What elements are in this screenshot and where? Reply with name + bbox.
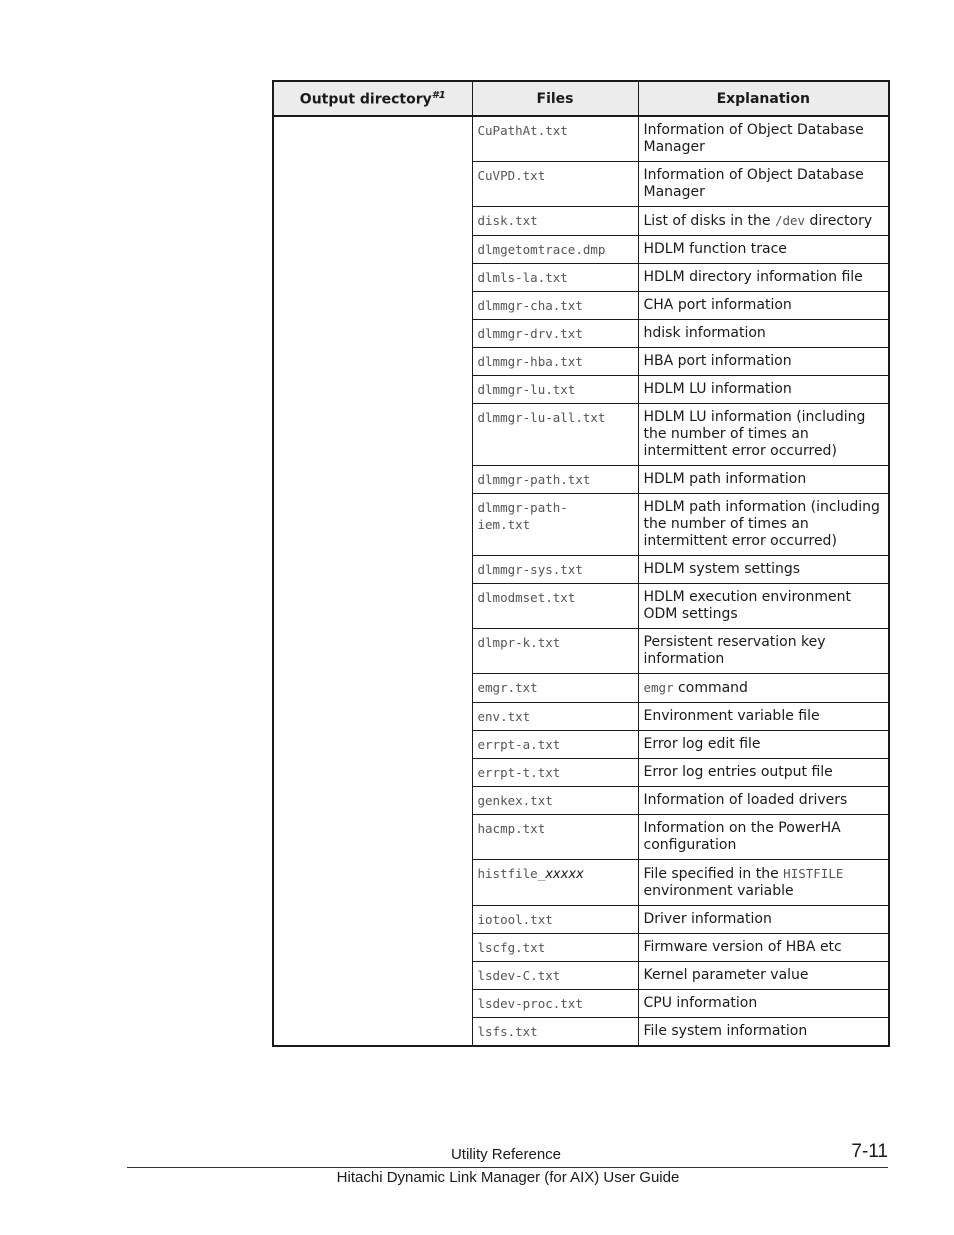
explanation-text: Information of Object Database Manager	[643, 167, 864, 200]
explanation-text: directory	[805, 213, 873, 229]
explanation-cell	[638, 815, 889, 860]
explanation-cell	[638, 348, 889, 376]
file-name: disk.txt	[477, 213, 538, 228]
explanation-code: HISTFILE	[783, 866, 844, 881]
file-name-cell	[472, 236, 638, 264]
explanation-cell	[638, 934, 889, 962]
explanation-text: List of disks in the	[643, 213, 775, 229]
file-name: dlmmgr-sys.txt	[477, 562, 583, 577]
explanation-text: command	[673, 680, 748, 696]
footer-section-title: Utility Reference	[450, 1146, 562, 1163]
file-name-cell	[472, 860, 638, 906]
file-name-cell	[472, 207, 638, 236]
file-name: dlmmgr-path- iem.txt	[477, 500, 568, 532]
explanation-text: CHA port information	[643, 297, 792, 313]
explanation-text: File system information	[643, 1023, 808, 1039]
footer-divider	[127, 1167, 888, 1168]
explanation-text: Firmware version of HBA etc	[643, 939, 842, 955]
explanation-text: Information of Object Database Manager	[643, 122, 864, 155]
header-files: Files	[472, 81, 638, 116]
file-name: lscfg.txt	[477, 940, 546, 955]
file-name: dlmpr-k.txt	[477, 635, 561, 650]
page-number: 7-11	[851, 1141, 888, 1162]
table-body	[273, 116, 889, 1046]
file-name-cell	[472, 815, 638, 860]
explanation-cell	[638, 236, 889, 264]
file-name: dlmmgr-lu.txt	[477, 382, 576, 397]
explanation-code: /dev	[774, 213, 806, 228]
file-name: lsdev-proc.txt	[477, 996, 583, 1011]
explanation-text: Error log edit file	[643, 736, 761, 752]
explanation-cell	[638, 264, 889, 292]
file-name: errpt-t.txt	[477, 765, 561, 780]
explanation-text: HDLM LU information	[643, 381, 792, 397]
header-explanation: Explanation	[638, 81, 889, 116]
file-name: CuPathAt.txt	[477, 123, 568, 138]
file-name: errpt-a.txt	[477, 737, 561, 752]
output-directory-cell	[273, 116, 472, 1046]
explanation-text: Error log entries output file	[643, 764, 833, 780]
explanation-cell	[638, 629, 889, 674]
file-name-cell	[472, 703, 638, 731]
file-name-cell	[472, 162, 638, 207]
explanation-cell	[638, 584, 889, 629]
explanation-text: HDLM path information	[643, 471, 807, 487]
file-name: lsfs.txt	[477, 1024, 538, 1039]
file-name-cell	[472, 556, 638, 584]
file-name: emgr.txt	[477, 680, 538, 695]
file-name: genkex.txt	[477, 793, 553, 808]
explanation-text: HDLM LU information (including the number of times an intermittent error occurred)	[643, 409, 866, 459]
file-name: dlmgetomtrace.dmp	[477, 242, 606, 257]
file-name-cell	[472, 674, 638, 703]
file-name: CuVPD.txt	[477, 168, 546, 183]
explanation-cell	[638, 906, 889, 934]
explanation-text: HBA port information	[643, 353, 792, 369]
file-name: hacmp.txt	[477, 821, 546, 836]
explanation-cell	[638, 376, 889, 404]
file-name-cell	[472, 990, 638, 1018]
file-name: iotool.txt	[477, 912, 553, 927]
file-name-variable: xxxxx	[545, 867, 584, 882]
explanation-text: HDLM function trace	[643, 241, 787, 257]
explanation-text: Information on the PowerHA configuration	[643, 820, 841, 853]
explanation-text: File specified in the	[643, 866, 784, 882]
explanation-cell	[638, 494, 889, 556]
file-name: dlmmgr-path.txt	[477, 472, 591, 487]
explanation-text: Kernel parameter value	[643, 967, 809, 983]
explanation-text: HDLM path information (including the number of times an intermittent error occurred)	[643, 499, 880, 549]
table-header-row	[273, 81, 889, 116]
file-name-cell	[472, 292, 638, 320]
file-name-cell	[472, 376, 638, 404]
explanation-cell	[638, 759, 889, 787]
table-row	[273, 116, 889, 162]
explanation-cell	[638, 990, 889, 1018]
explanation-text: CPU information	[643, 995, 758, 1011]
file-name: dlmodmset.txt	[477, 590, 576, 605]
explanation-cell	[638, 1018, 889, 1047]
file-name-cell	[472, 584, 638, 629]
file-name: lsdev-C.txt	[477, 968, 561, 983]
footer-document-title: Hitachi Dynamic Link Manager (for AIX) User Guide	[336, 1169, 680, 1186]
explanation-cell	[638, 404, 889, 466]
file-name: dlmmgr-lu-all.txt	[477, 410, 606, 425]
file-name-cell	[472, 906, 638, 934]
explanation-cell	[638, 962, 889, 990]
file-name-cell	[472, 320, 638, 348]
explanation-text: HDLM execution environment ODM settings	[643, 589, 851, 622]
explanation-cell	[638, 860, 889, 906]
explanation-cell	[638, 556, 889, 584]
explanation-text: Information of loaded drivers	[643, 792, 848, 808]
explanation-cell	[638, 731, 889, 759]
explanation-cell	[638, 292, 889, 320]
explanation-cell	[638, 320, 889, 348]
explanation-cell	[638, 466, 889, 494]
footnote-marker: #1	[431, 89, 446, 101]
file-name: dlmls-la.txt	[477, 270, 568, 285]
explanation-cell	[638, 787, 889, 815]
explanation-cell	[638, 116, 889, 162]
explanation-cell	[638, 703, 889, 731]
file-name-cell	[472, 759, 638, 787]
file-name-cell	[472, 731, 638, 759]
file-name-cell	[472, 962, 638, 990]
file-name-cell	[472, 494, 638, 556]
explanation-cell	[638, 207, 889, 236]
explanation-text: Persistent reservation key information	[643, 634, 826, 667]
file-name-cell	[472, 348, 638, 376]
file-name-cell	[472, 264, 638, 292]
file-name-cell	[472, 116, 638, 162]
file-name-cell	[472, 1018, 638, 1047]
file-name-cell	[472, 404, 638, 466]
file-name: dlmmgr-drv.txt	[477, 326, 583, 341]
explanation-text: hdisk information	[643, 325, 766, 341]
file-name: histfile_	[477, 866, 546, 881]
file-name-cell	[472, 466, 638, 494]
file-name-cell	[472, 934, 638, 962]
explanation-code: emgr	[643, 680, 674, 695]
explanation-cell	[638, 674, 889, 703]
file-name: dlmmgr-cha.txt	[477, 298, 583, 313]
explanation-text: Driver information	[643, 911, 772, 927]
file-name-cell	[472, 629, 638, 674]
explanation-text: HDLM system settings	[643, 561, 801, 577]
header-output-directory: Output directory$^{\#1}$	[273, 81, 472, 116]
explanation-text: HDLM directory information file	[643, 269, 863, 285]
file-name-cell	[472, 787, 638, 815]
file-list-table	[272, 80, 890, 1047]
file-name: env.txt	[477, 709, 531, 724]
explanation-text: Environment variable file	[643, 708, 820, 724]
explanation-text: environment variable	[643, 883, 794, 899]
file-name: dlmmgr-hba.txt	[477, 354, 583, 369]
explanation-cell	[638, 162, 889, 207]
